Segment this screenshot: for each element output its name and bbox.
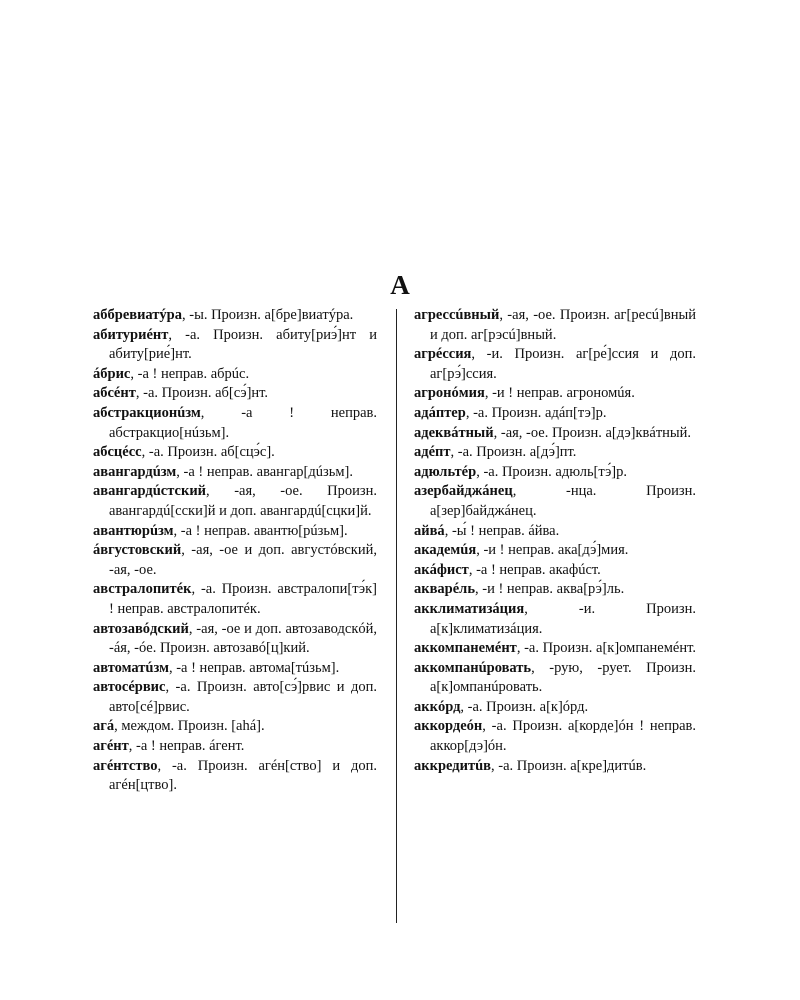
- dictionary-entry: австралопитéк, -а. Произн. австралопи[тэ́к] ! неправ. австралопитéк.: [93, 581, 377, 617]
- entry-headword: áбрис: [93, 365, 131, 382]
- dictionary-entry: абсéнт, -а. Произн. аб[сэ́]нт.: [93, 385, 269, 402]
- dictionary-entry: аккóрд, -а. Произн. а[к]óрд.: [414, 698, 589, 715]
- dictionary-entry: акварéль, -и ! неправ. аква[рэ́]ль.: [414, 581, 625, 598]
- entry-headword: автозавóдский: [93, 620, 189, 637]
- dictionary-entry: абитуриéнт, -а. Произн. абиту[риэ́]нт и абиту[рие́]нт.: [93, 326, 377, 363]
- entry-headword: адюльтéр: [414, 463, 477, 480]
- dictionary-entry: авангардúзм, -а ! неправ. авангар[дúзьм].: [93, 463, 353, 480]
- dictionary-entry: азербайджáнец, -нца. Произн. а[зер]байджáнец.: [414, 483, 696, 519]
- entry-headword: áвгустовский: [93, 542, 182, 559]
- dictionary-entry: абсцéсс, -а. Произн. аб[сцэ́с].: [93, 444, 275, 461]
- entry-headword: агронóмия: [414, 385, 485, 402]
- entry-headword: автоматúзм: [93, 659, 169, 676]
- entry-headword: агрéссия: [414, 346, 472, 363]
- left-column: [93, 306, 377, 796]
- entry-headword: азербайджáнец: [414, 483, 513, 500]
- entry-headword: айвá: [414, 522, 445, 539]
- entry-headword: авантюрúзм: [93, 522, 174, 539]
- dictionary-entry: автоматúзм, -а ! неправ. автома[тúзьм].: [93, 659, 340, 676]
- entry-headword: адеквáтный: [414, 424, 494, 441]
- dictionary-entry: абстракционúзм, -а ! неправ. абстракцио[нúзьм].: [93, 404, 377, 441]
- entry-headword: абитуриéнт: [93, 326, 169, 343]
- dictionary-entry: акклиматизáция, -и. Произн. а[к]климатизáция.: [414, 600, 696, 637]
- section-letter: А: [390, 270, 410, 300]
- entry-headword: агéнт: [93, 738, 129, 755]
- dictionary-entry: авантюрúзм, -а ! неправ. авантю[рúзьм].: [93, 522, 348, 539]
- entry-headword: агá: [93, 718, 115, 735]
- dictionary-entry: агéнтство, -а. Произн. агéн[ство] и доп. агéн[цтво].: [93, 757, 377, 794]
- entry-headword: абсцéсс: [93, 444, 142, 461]
- dictionary-entry: адéпт, -а. Произн. а[дэ́]пт.: [414, 444, 577, 461]
- entry-headword: акáфист: [414, 561, 469, 578]
- dictionary-entry: аккомпанемéнт, -а. Произн. а[к]омпанемéнт.: [414, 640, 696, 657]
- entry-headword: австралопитéк: [93, 581, 192, 598]
- dictionary-entry: агронóмия, -и ! неправ. агрономúя.: [414, 385, 635, 402]
- right-column: [414, 306, 696, 776]
- dictionary-entry: айвá, -ы́ ! неправ. áйва.: [414, 522, 560, 539]
- entry-headword: абсéнт: [93, 385, 136, 402]
- entry-headword: адáптер: [414, 404, 466, 421]
- entry-headword: акварéль: [414, 581, 475, 598]
- dictionary-entry: автозавóдский, -ая, -ое и доп. автозаводскóй, -áя, -óе. Произн. автозавó[ц]кий.: [93, 620, 377, 657]
- dictionary-entry: адюльтéр, -а. Произн. адюль[тэ́]р.: [414, 463, 628, 480]
- entry-headword: аккордеóн: [414, 718, 483, 735]
- column-divider: [396, 309, 397, 923]
- entry-headword: аккомпанемéнт: [414, 640, 517, 657]
- entry-headword: академúя: [414, 542, 477, 559]
- dictionary-entry: адáптер, -а. Произн. адáп[тэ]р.: [414, 404, 607, 421]
- dictionary-entry: адеквáтный, -ая, -ое. Произн. а[дэ]квáтный.: [414, 424, 692, 441]
- dictionary-entry: áвгустовский, -ая, -ое и доп. августóвский, -ая, -ое.: [93, 542, 377, 578]
- entry-headword: адéпт: [414, 444, 451, 461]
- dictionary-entry: академúя, -и ! неправ. ака[дэ́]мия.: [414, 542, 629, 559]
- dictionary-entry: агá, междом. Произн. [ahá].: [93, 718, 265, 735]
- dictionary-entry: аккомпанúровать, -рую, -рует. Произн. а[к]омпанúровать.: [414, 659, 696, 696]
- entry-headword: акклиматизáция: [414, 600, 525, 617]
- dictionary-entry: аббревиатýра, -ы. Произн. а[бре]виатýра.: [93, 307, 354, 323]
- entry-headword: аккредитúв: [414, 757, 491, 774]
- entry-headword: агéнтство: [93, 757, 158, 774]
- dictionary-entry: акáфист, -а ! неправ. акафúст.: [414, 561, 601, 578]
- entry-headword: аббревиатýра: [93, 307, 182, 323]
- entry-headword: автосéрвис: [93, 679, 166, 696]
- entry-headword: агрессúвный: [414, 307, 500, 323]
- entry-headword: аккомпанúровать: [414, 659, 532, 676]
- dictionary-entry: аккредитúв, -а. Произн. а[кре]дитúв.: [414, 757, 647, 774]
- dictionary-entry: автосéрвис, -а. Произн. авто[сэ́]рвис и доп. авто[сé]рвис.: [93, 679, 377, 715]
- entry-headword: аккóрд: [414, 698, 461, 715]
- dictionary-entry: агрессúвный, -ая, -ое. Произн. аг[ресú]вный и доп. аг[рэсú]вный.: [414, 307, 696, 343]
- dictionary-entry: авангардúстский, -ая, -ое. Произн. авангардú[сски]й и доп. авангардú[сцки]й.: [93, 483, 377, 519]
- dictionary-entry: áбрис, -а ! неправ. абрúс.: [93, 365, 250, 382]
- dictionary-entry: аккордеóн, -а. Произн. а[корде]óн ! неправ. аккор[дэ]óн.: [414, 718, 696, 755]
- dictionary-entry: агéнт, -а ! неправ. áгент.: [93, 738, 245, 755]
- entry-headword: авангардúстский: [93, 483, 207, 500]
- entry-headword: авангардúзм: [93, 463, 177, 480]
- entry-headword: абстракционúзм: [93, 404, 201, 421]
- dictionary-entry: агрéссия, -и. Произн. аг[ре́]ссия и доп. аг[рэ́]ссия.: [414, 346, 696, 382]
